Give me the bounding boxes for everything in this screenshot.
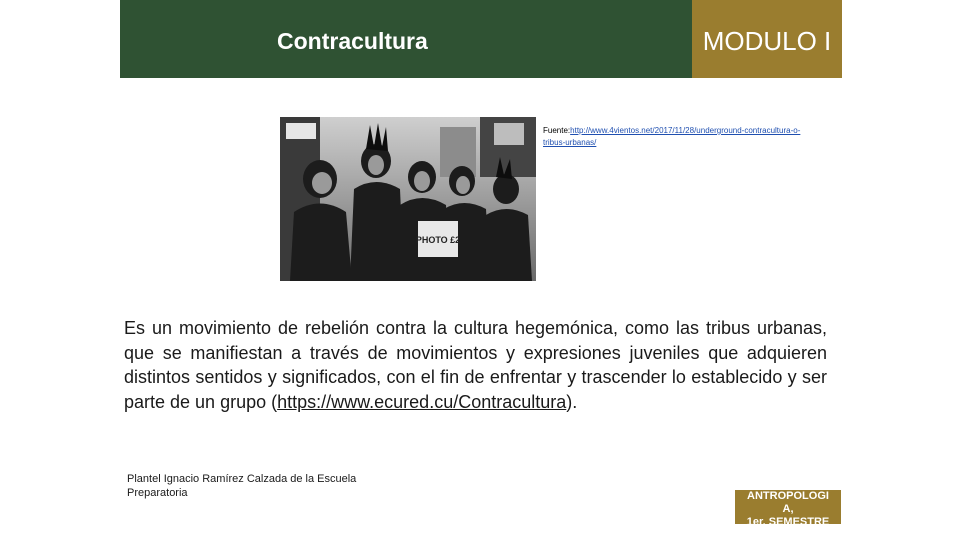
punk-group-photo [280, 117, 536, 281]
photo-illustration [280, 117, 536, 281]
module-banner [692, 0, 842, 78]
module-label: MODULO I [702, 26, 832, 56]
ecured-link[interactable]: https://www.ecured.cu/Contracultura [277, 391, 567, 412]
photo-sign-text: PHOTO £2 [415, 235, 461, 245]
paren-close: ). [566, 391, 578, 412]
title-banner [120, 0, 692, 78]
institution-footer: Plantel Ignacio Ramírez Calzada de la Escuela Preparatoria [127, 473, 357, 499]
image-source [543, 125, 803, 149]
definition-paragraph [124, 316, 827, 414]
slide-header [120, 0, 842, 78]
definition-text: Es un movimiento de rebelión contra la cultura hegemónica, como las tribus urbanas, que se manifiestan a través de movimientos y expresiones juveniles que adquieren distintos sentidos y significados, con el fin de enfrentar y trascender lo establecido y ser parte de un grupo [124, 318, 827, 412]
storefront-sign [286, 123, 316, 139]
badge-line-1: ANTROPOLOGI [747, 490, 829, 502]
slide-title: Contracultura [277, 28, 428, 54]
source-link[interactable]: http://www.4vientos.net/2017/11/28/underground-contracultura-o-tribus-urbanas/ [543, 126, 801, 147]
badge-line-2: A, [782, 503, 794, 515]
course-badge [735, 490, 841, 524]
paren-open: ( [271, 391, 278, 412]
source-label: Fuente: [543, 126, 571, 135]
badge-line-3: 1er. SEMESTRE [746, 516, 830, 524]
